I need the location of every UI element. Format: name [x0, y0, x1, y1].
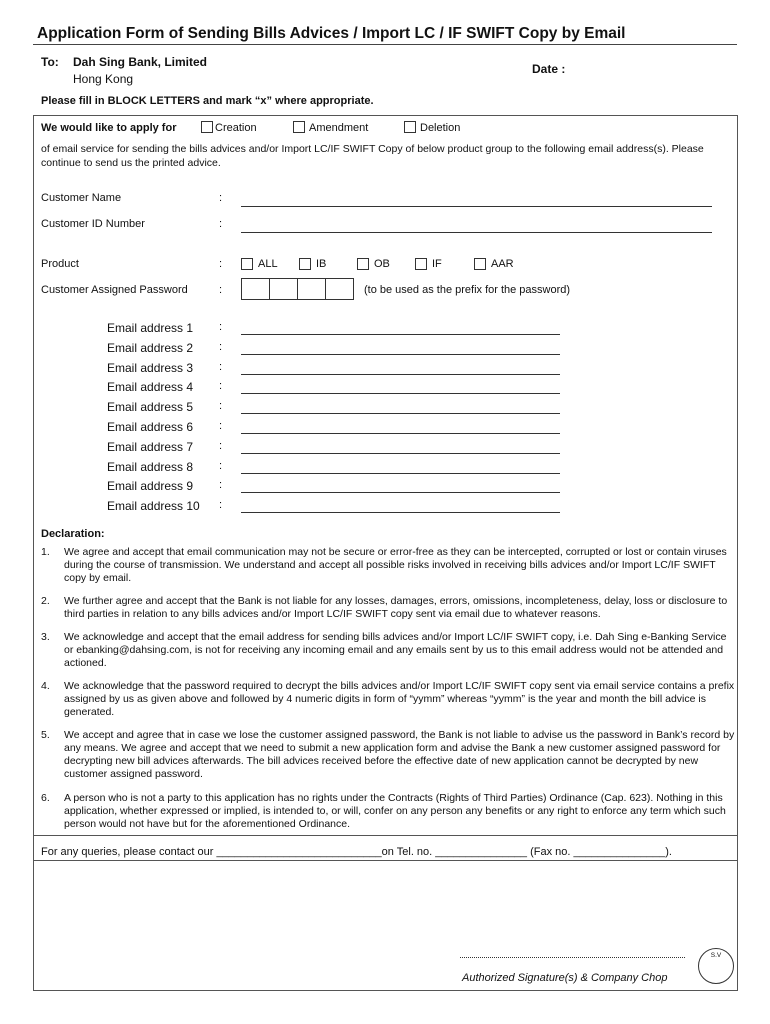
product-label: Product: [41, 258, 79, 270]
email-address-label: Email address 4: [107, 380, 194, 394]
password-note: (to be used as the prefix for the password): [364, 284, 571, 296]
email-address-label: Email address 7: [107, 440, 194, 454]
product-all-label: ALL: [258, 258, 278, 270]
bank-location: Hong Kong: [73, 72, 134, 86]
customer-id-field[interactable]: [241, 232, 712, 233]
instruction-text: Please fill in BLOCK LETTERS and mark “x” where appropriate.: [41, 95, 374, 107]
bank-name: Dah Sing Bank, Limited: [73, 55, 208, 69]
email-address-label: Email address 1: [107, 321, 194, 335]
colon: :: [219, 284, 223, 296]
declaration-item-number: 3.: [41, 631, 50, 643]
amendment-checkbox[interactable]: [293, 121, 305, 133]
colon: :: [219, 499, 223, 511]
colon: :: [219, 321, 223, 333]
deletion-label: Deletion: [420, 122, 461, 134]
declaration-item-text: We further agree and accept that the Bank is not liable for any losses, damages, errors, omissions, incompleteness, delay, loss or disclosure to third parties in relation to any bills advices and/or Import LC/IF SWIFT copy sent via email due to whatever reasons.: [64, 595, 728, 620]
amendment-label: Amendment: [309, 122, 369, 134]
date-label: Date :: [532, 62, 566, 76]
email-address-field[interactable]: [241, 453, 560, 454]
email-address-field[interactable]: [241, 492, 560, 493]
query-divider: [34, 860, 737, 861]
declaration-item-text: We acknowledge and accept that the email address for sending bills advices and/or Import LC/IF SWIFT copy, i.e. Dah Sing e-Banking Service or ebanking@dahsing.com, is not for receiving any incoming email and any emails sent by us to this email address would not be attended and actioned.: [64, 631, 727, 669]
deletion-checkbox[interactable]: [404, 121, 416, 133]
form-title: Application Form of Sending Bills Advices / Import LC / IF SWIFT Copy by Email: [37, 25, 626, 42]
apply-label: We would like to apply for: [41, 122, 177, 134]
email-address-label: Email address 9: [107, 479, 194, 493]
password-boxes: [241, 278, 354, 300]
customer-name-field[interactable]: [241, 206, 712, 207]
to-label: To:: [41, 55, 59, 69]
product-ob-label: OB: [374, 258, 390, 270]
signature-line[interactable]: [460, 957, 685, 958]
email-address-label: Email address 3: [107, 361, 194, 375]
product-ib-label: IB: [316, 258, 327, 270]
email-address-label: Email address 10: [107, 499, 200, 513]
email-address-field[interactable]: [241, 473, 560, 474]
colon: :: [219, 479, 223, 491]
email-address-label: Email address 5: [107, 400, 194, 414]
creation-label: Creation: [215, 122, 257, 134]
query-contact-text: For any queries, please contact our ___________________________on Tel. no. _______________ (Fax no. _______________).: [41, 846, 672, 858]
customer-id-label: Customer ID Number: [41, 218, 145, 230]
colon: :: [219, 341, 223, 353]
email-address-field[interactable]: [241, 334, 560, 335]
declaration-item-text: We acknowledge that the password required to decrypt the bills advices and/or Import LC/IF SWIFT copy sent via email service contains a prefix assigned by us as given above and followed by 4 numeric digits in form of “yymm” whereas “yymm” is the year and month the bill advice is generated.: [64, 680, 735, 718]
declaration-item-number: 4.: [41, 680, 50, 692]
product-aar-checkbox[interactable]: [474, 258, 486, 270]
signature-label: Authorized Signature(s) & Company Chop: [462, 972, 668, 984]
password-char-4[interactable]: [325, 278, 354, 300]
email-address-field[interactable]: [241, 393, 560, 394]
declaration-item-text: A person who is not a party to this application has no rights under the Contracts (Rights of Third Parties) Ordinance (Cap. 623). Nothing in this application, whether expressed or implied, is intended to, or will, confer on any person any benefits or any right to enforce any term which such person would not have but for the aforementioned Ordinance.: [64, 792, 726, 830]
product-ob-checkbox[interactable]: [357, 258, 369, 270]
password-char-2[interactable]: [269, 278, 298, 300]
sv-stamp: [698, 948, 734, 984]
email-address-label: Email address 2: [107, 341, 194, 355]
product-if-label: IF: [432, 258, 442, 270]
colon: :: [219, 400, 223, 412]
declaration-divider: [34, 835, 737, 836]
email-address-label: Email address 6: [107, 420, 194, 434]
colon: :: [219, 440, 223, 452]
password-char-1[interactable]: [241, 278, 270, 300]
declaration-item-number: 5.: [41, 729, 50, 741]
declaration-item-text: We accept and agree that in case we lose the customer assigned password, the Bank is not liable to advise us the password in Bank’s record by any means. We agree and accept that we need to submit a new application form and advise the Bank a new customer assigned password for decrypting new bill advices afterwards. The bill advices received before the effective date of new application cannot be decrypted by new customer assigned password.: [64, 729, 735, 780]
declaration-item-number: 2.: [41, 595, 50, 607]
customer-name-label: Customer Name: [41, 192, 122, 204]
declaration-item-text: We agree and accept that email communication may not be secure or error-free as they can be intercepted, corrupted or lost or contain viruses during the course of transmission. We understand and accept all possible risks involved in receiving bills advices and/or Import LC/IF SWIFT copy by email.: [64, 546, 727, 584]
product-all-checkbox[interactable]: [241, 258, 253, 270]
colon: :: [219, 380, 223, 392]
declaration-item-number: 6.: [41, 792, 50, 804]
email-address-field[interactable]: [241, 354, 560, 355]
declaration-title: Declaration:: [41, 528, 105, 540]
colon: :: [219, 192, 223, 204]
colon: :: [219, 460, 223, 472]
title-divider: [33, 44, 737, 45]
colon: :: [219, 258, 223, 270]
product-ib-checkbox[interactable]: [299, 258, 311, 270]
email-address-field[interactable]: [241, 433, 560, 434]
declaration-item-number: 1.: [41, 546, 50, 558]
email-address-field[interactable]: [241, 374, 560, 375]
email-address-label: Email address 8: [107, 460, 194, 474]
apply-description: of email service for sending the bills advices and/or Import LC/IF SWIFT Copy of below product group to the following email address(s). Please continue to send us the printed advice.: [41, 143, 704, 169]
email-address-field[interactable]: [241, 512, 560, 513]
colon: :: [219, 218, 223, 230]
creation-checkbox[interactable]: [201, 121, 213, 133]
sv-label: S.V: [710, 952, 722, 959]
colon: :: [219, 420, 223, 432]
colon: :: [219, 361, 223, 373]
password-char-3[interactable]: [297, 278, 326, 300]
password-label: Customer Assigned Password: [41, 284, 188, 296]
product-if-checkbox[interactable]: [415, 258, 427, 270]
email-address-field[interactable]: [241, 413, 560, 414]
product-aar-label: AAR: [491, 258, 514, 270]
